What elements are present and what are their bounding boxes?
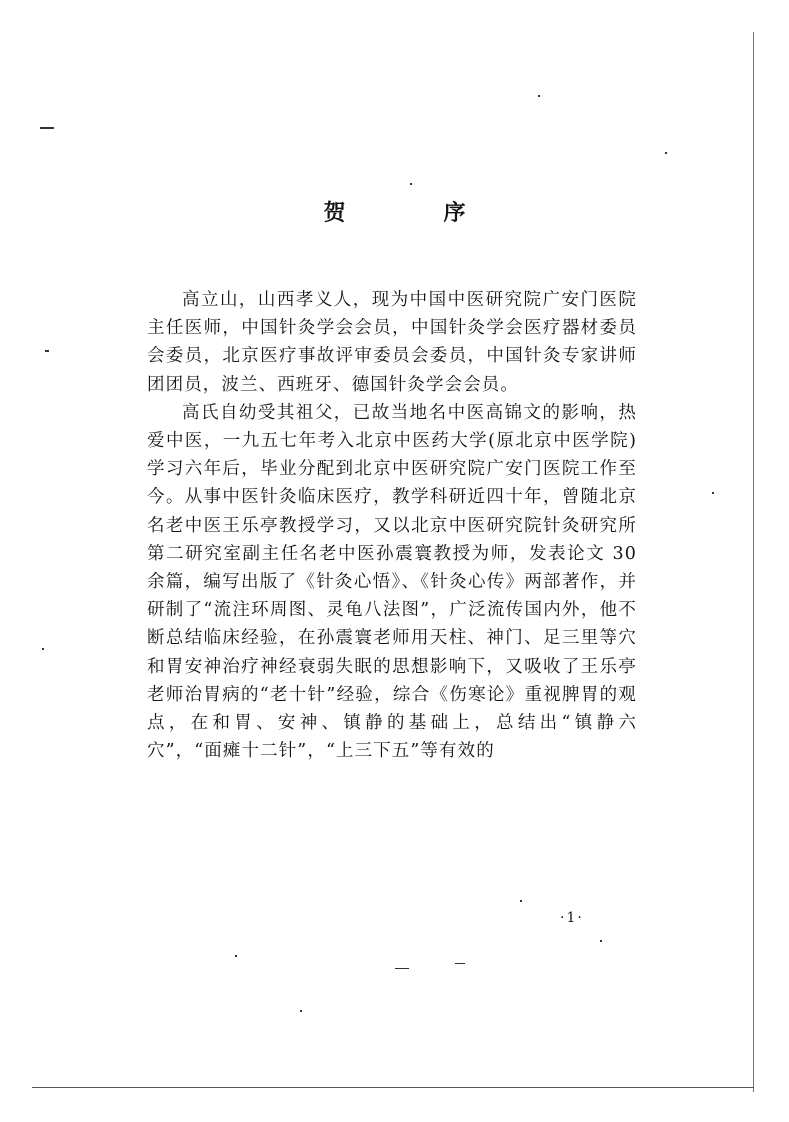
scan-speck	[520, 900, 522, 902]
scan-speck	[42, 648, 44, 650]
page-title: 贺 序	[323, 200, 504, 226]
scan-speck	[45, 350, 49, 352]
scan-speck	[235, 955, 237, 957]
body-text	[147, 286, 637, 765]
paragraph: 高立山，山西孝义人，现为中国中医研究院广安门医院主任医师，中国针灸学会会员，中国针灸学会医疗器材委员会委员，北京医疗事故评审委员会委员，中国针灸专家讲师团团员，波兰、西班牙、德国针灸学会会员。	[147, 290, 637, 395]
scan-speck	[395, 968, 409, 969]
scan-speck	[410, 183, 412, 185]
scan-speck	[600, 940, 602, 942]
scan-speck	[40, 127, 54, 129]
scan-speck	[665, 152, 667, 154]
scan-speck	[300, 1010, 302, 1012]
scan-speck	[712, 492, 714, 494]
page-number: ·1·	[560, 910, 584, 926]
paragraph: 高氏自幼受其祖父，已故当地名中医高锦文的影响，热爱中医，一九五七年考入北京中医药大学(原北京中医学院)学习六年后，毕业分配到北京中医研究院广安门医院工作至今。从事中医针灸临床医疗，教学科研近四十年，曾随北京名老中医王乐亭教授学习，又以北京中医研究院针灸研究所第二研究室副主任名老中医孙震寰教授为师，发表论文 30 余篇，编写出版了《针灸心悟》、《针灸心传》两部著作，并研制了“流注环周图、灵龟八法图”，广泛流传国内外，他不断总结临床经验，在孙震寰老师用天柱、神门、足三里等穴和胃安神治疗神经衰弱失眠的思想影响下，又吸收了王乐亭老师治胃病的“老十针”经验，综合《伤寒论》重视脾胃的观点，在和胃、安神、镇静的基础上，总结出“镇静六穴”，“面瘫十二针”，“上三下五”等有效的	[147, 402, 637, 762]
page-edge-bottom	[32, 1087, 754, 1088]
scan-speck	[538, 95, 540, 97]
page-edge-right	[753, 32, 754, 1092]
scan-speck	[455, 963, 465, 964]
